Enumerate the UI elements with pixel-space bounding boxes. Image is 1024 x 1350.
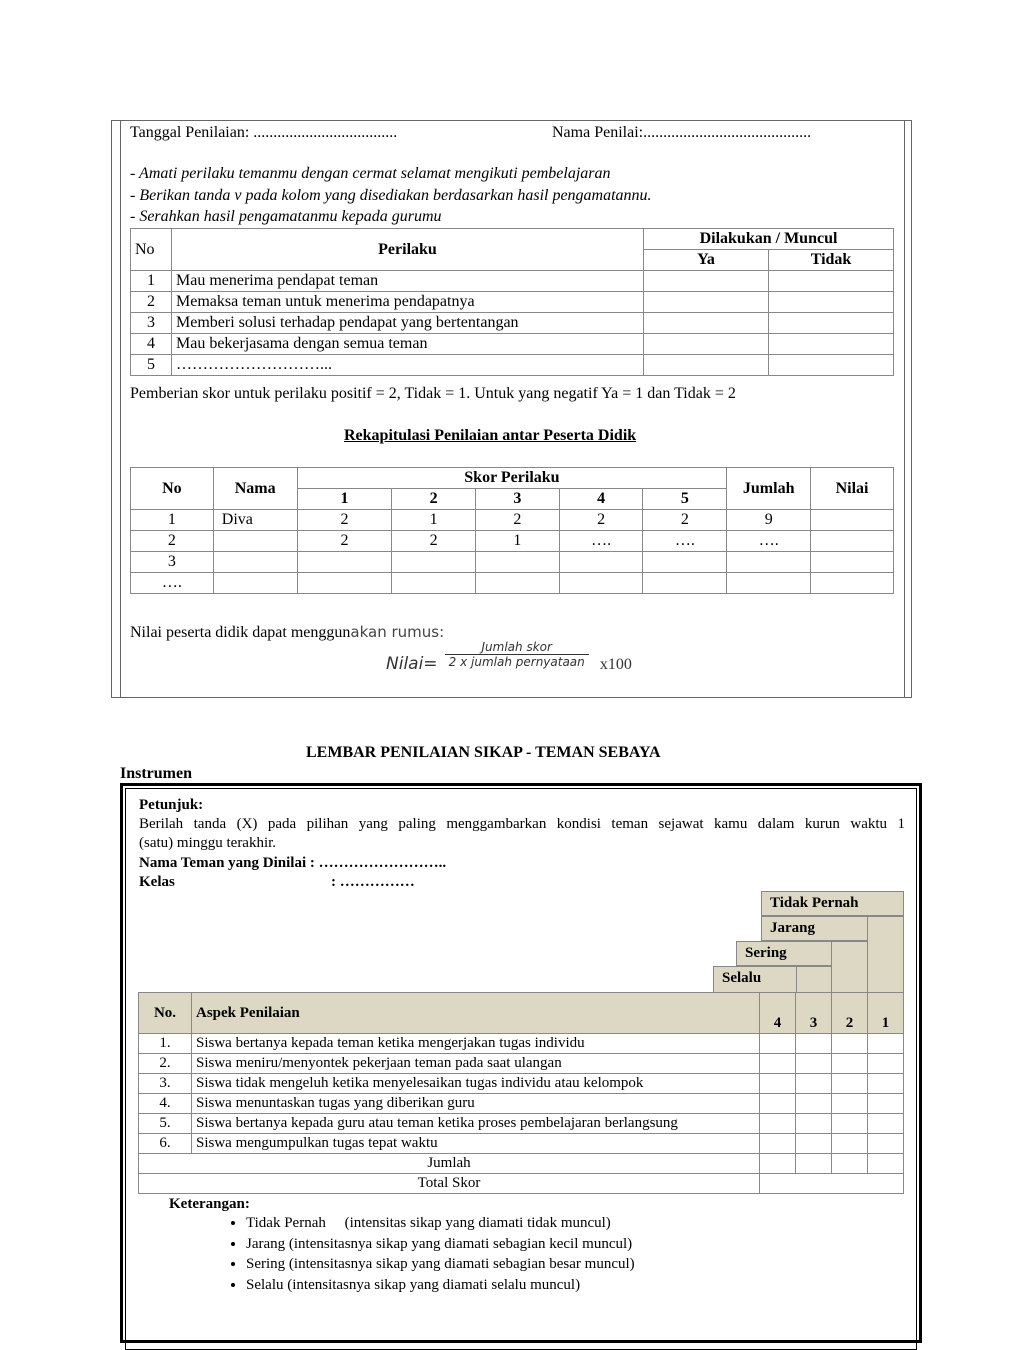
- tanggal-penilaian: Tanggal Penilaian: ....................................: [130, 124, 398, 141]
- jumlah-cell[interactable]: [760, 1154, 796, 1174]
- scale-col-1: [867, 916, 904, 993]
- rekap-nama[interactable]: [213, 573, 297, 594]
- score-cell[interactable]: [760, 1134, 796, 1154]
- jumlah-row: [139, 1154, 904, 1174]
- rekap-nama[interactable]: [213, 552, 297, 573]
- rekap-nilai[interactable]: [811, 510, 894, 531]
- jumlah-cell[interactable]: [832, 1154, 868, 1174]
- nilai-text-part1: Nilai peserta didik dapat menggun: [130, 624, 351, 641]
- rekap-s2[interactable]: [392, 573, 476, 594]
- score-cell[interactable]: [796, 1054, 832, 1074]
- cell-tidak[interactable]: [769, 271, 894, 292]
- score-cell[interactable]: [868, 1074, 904, 1094]
- rekap-nilai[interactable]: [811, 573, 894, 594]
- cell-tidak[interactable]: [769, 334, 894, 355]
- score-col-3: 3: [796, 993, 832, 1034]
- score-cell[interactable]: [868, 1134, 904, 1154]
- list-item: • Tidak Pernah (intensitas sikap yang diamati tidak muncul): [246, 1213, 635, 1234]
- nilai-text-part2: akan rumus:: [350, 623, 445, 641]
- score-cell[interactable]: [832, 1134, 868, 1154]
- scale-selalu: Selalu: [713, 966, 797, 993]
- rekap-s5: ….: [643, 531, 727, 552]
- instruction-1: - Amati perilaku temanmu dengan cermat selamat mengikuti pembelajaran: [130, 165, 611, 182]
- instruction-3: - Serahkan hasil pengamatanmu kepada gurumu: [130, 208, 442, 225]
- petunjuk-text-2: (satu) minggu terakhir.: [139, 835, 277, 851]
- aspect-text: Siswa meniru/menyontek pekerjaan teman pada saat ulangan: [192, 1054, 760, 1074]
- score-cell[interactable]: [796, 1134, 832, 1154]
- jumlah-cell[interactable]: [796, 1154, 832, 1174]
- score-cell[interactable]: [868, 1094, 904, 1114]
- kelas-value: : ……………: [331, 874, 415, 890]
- nama-penilai: Nama Penilai:..........................................: [552, 124, 812, 141]
- rekap-s3[interactable]: [476, 573, 560, 594]
- score-cell[interactable]: [760, 1114, 796, 1134]
- behavior-table: [130, 228, 894, 376]
- row-perilaku: ………………………...: [172, 355, 644, 376]
- formula-denominator: 2 x jumlah pernyataan: [448, 655, 585, 669]
- row-perilaku: Memaksa teman untuk menerima pendapatnya: [172, 292, 644, 313]
- table-row: [131, 510, 894, 531]
- formula-fraction: [445, 640, 589, 669]
- aspect-no: 2.: [139, 1054, 192, 1074]
- rekap-s2[interactable]: [392, 552, 476, 573]
- rekap-col-jumlah: Jumlah: [727, 468, 811, 510]
- rekap-s1: 2: [297, 510, 392, 531]
- aspect-text: Siswa bertanya kepada teman ketika mengerjakan tugas individu: [192, 1034, 760, 1054]
- rekap-col-skor: Skor Perilaku: [297, 468, 727, 489]
- scale-col-3: [796, 966, 832, 993]
- score-cell[interactable]: [796, 1034, 832, 1054]
- cell-ya[interactable]: [644, 334, 769, 355]
- formula-numerator: Jumlah skor: [445, 640, 589, 655]
- score-cell[interactable]: [796, 1094, 832, 1114]
- table-row: [139, 1134, 904, 1154]
- table-row: [131, 271, 894, 292]
- row-perilaku: Memberi solusi terhadap pendapat yang bertentangan: [172, 313, 644, 334]
- row-no: 1: [131, 271, 172, 292]
- rekap-nilai[interactable]: [811, 552, 894, 573]
- petunjuk-label: Petunjuk:: [139, 797, 204, 813]
- col-perilaku-header: Perilaku: [172, 229, 644, 271]
- aspect-col-aspek: Aspek Penilaian: [192, 993, 760, 1034]
- total-row: [139, 1174, 904, 1194]
- cell-ya[interactable]: [644, 355, 769, 376]
- skor-note: Pemberian skor untuk perilaku positif = 2, Tidak = 1. Untuk yang negatif Ya = 1 dan Tidak = 2: [130, 385, 736, 402]
- table-row: [131, 313, 894, 334]
- cell-ya[interactable]: [644, 292, 769, 313]
- rekap-table: [130, 467, 894, 594]
- rekap-no: 1: [131, 510, 214, 531]
- score-cell[interactable]: [832, 1114, 868, 1134]
- formula-multiplier: x100: [599, 656, 632, 673]
- rekap-col-no: No: [131, 468, 214, 510]
- rekap-jumlah[interactable]: [727, 573, 811, 594]
- assessment-frame: [111, 120, 912, 698]
- score-cell[interactable]: [868, 1114, 904, 1134]
- row-no: 4: [131, 334, 172, 355]
- aspect-text: Siswa bertanya kepada guru atau teman ketika proses pembelajaran berlangsung: [192, 1114, 760, 1134]
- rekap-no: ….: [131, 573, 214, 594]
- aspect-no: 5.: [139, 1114, 192, 1134]
- scale-jarang: Jarang: [761, 916, 868, 941]
- score-cell[interactable]: [832, 1094, 868, 1114]
- aspect-no: 4.: [139, 1094, 192, 1114]
- instruction-2: - Berikan tanda v pada kolom yang disediakan berdasarkan hasil pengamatannu.: [130, 187, 652, 204]
- table-row: [139, 1114, 904, 1134]
- rekap-nama: Diva: [213, 510, 297, 531]
- score-cell[interactable]: [760, 1074, 796, 1094]
- petunjuk-text-1: Berilah tanda (X) pada pilihan yang paling menggambarkan kondisi teman sejawat kamu dalam kurun waktu 1: [139, 816, 905, 832]
- instrumen-label: Instrumen: [120, 765, 193, 782]
- table-row: [139, 1074, 904, 1094]
- nama-teman: Nama Teman yang Dinilai : ……………………..: [139, 855, 447, 871]
- rekap-jumlah[interactable]: [727, 552, 811, 573]
- skor-col-4: 4: [559, 489, 643, 510]
- kelas-label: Kelas: [139, 874, 175, 890]
- rekap-s4: 2: [559, 510, 643, 531]
- rekap-s4: ….: [559, 531, 643, 552]
- list-item: • Selalu (intensitasnya sikap yang diamati selalu muncul): [246, 1275, 635, 1296]
- score-col-2: 2: [832, 993, 868, 1034]
- rekap-s1[interactable]: [297, 573, 392, 594]
- total-label: Total Skor: [139, 1174, 760, 1194]
- rekap-s1: 2: [297, 531, 392, 552]
- table-row: [139, 1054, 904, 1074]
- rekap-col-nilai: Nilai: [811, 468, 894, 510]
- scale-col-2: [831, 941, 868, 993]
- rekap-s5: 2: [643, 510, 727, 531]
- score-cell[interactable]: [760, 1094, 796, 1114]
- rekap-col-nama: Nama: [213, 468, 297, 510]
- keterangan-list: [226, 1213, 635, 1295]
- cell-ya[interactable]: [644, 271, 769, 292]
- aspect-table: [138, 992, 904, 1194]
- aspect-col-no: No.: [139, 993, 192, 1034]
- table-row: [131, 292, 894, 313]
- scale-tidak-pernah: Tidak Pernah: [761, 891, 904, 916]
- table-row: [139, 1094, 904, 1114]
- rekap-s2: 1: [392, 510, 476, 531]
- score-cell[interactable]: [868, 1054, 904, 1074]
- rekap-nama[interactable]: [213, 531, 297, 552]
- col-ya-header: Ya: [644, 250, 769, 271]
- jumlah-cell[interactable]: [868, 1154, 904, 1174]
- cell-ya[interactable]: [644, 313, 769, 334]
- list-item: • Jarang (intensitasnya sikap yang diamati sebagian kecil muncul): [246, 1234, 635, 1255]
- rekap-nilai[interactable]: [811, 531, 894, 552]
- table-row: [139, 1034, 904, 1054]
- skor-col-3: 3: [476, 489, 560, 510]
- score-cell[interactable]: [796, 1074, 832, 1094]
- skor-col-2: 2: [392, 489, 476, 510]
- rekap-jumlah: ….: [727, 531, 811, 552]
- rekap-s5[interactable]: [643, 573, 727, 594]
- score-cell[interactable]: [832, 1034, 868, 1054]
- score-cell[interactable]: [832, 1054, 868, 1074]
- row-no: 2: [131, 292, 172, 313]
- skor-col-1: 1: [297, 489, 392, 510]
- table-row: [131, 573, 894, 594]
- rekap-s3[interactable]: [476, 552, 560, 573]
- score-cell[interactable]: [796, 1114, 832, 1134]
- rekap-s2: 2: [392, 531, 476, 552]
- section2-title: LEMBAR PENILAIAN SIKAP - TEMAN SEBAYA: [306, 744, 661, 761]
- cell-tidak[interactable]: [769, 355, 894, 376]
- aspect-text: Siswa menuntaskan tugas yang diberikan guru: [192, 1094, 760, 1114]
- table-row: [131, 355, 894, 376]
- rekap-jumlah: 9: [727, 510, 811, 531]
- score-col-4: 4: [760, 993, 796, 1034]
- aspect-text: Siswa mengumpulkan tugas tepat waktu: [192, 1134, 760, 1154]
- formula-lhs: Nilai=: [386, 654, 438, 674]
- rekap-no: 3: [131, 552, 214, 573]
- aspect-no: 3.: [139, 1074, 192, 1094]
- row-no: 3: [131, 313, 172, 334]
- keterangan-label: Keterangan:: [169, 1196, 250, 1212]
- aspect-no: 6.: [139, 1134, 192, 1154]
- score-cell[interactable]: [760, 1054, 796, 1074]
- table-row: [131, 334, 894, 355]
- cell-tidak[interactable]: [769, 313, 894, 334]
- total-cell[interactable]: [760, 1174, 904, 1194]
- row-perilaku: Mau bekerjasama dengan semua teman: [172, 334, 644, 355]
- nilai-formula: [386, 640, 632, 674]
- rekap-s5[interactable]: [643, 552, 727, 573]
- jumlah-label: Jumlah: [139, 1154, 760, 1174]
- scale-sering: Sering: [736, 941, 832, 966]
- score-cell[interactable]: [832, 1074, 868, 1094]
- list-item: • Sering (intensitasnya sikap yang diamati sebagian besar muncul): [246, 1254, 635, 1275]
- cell-tidak[interactable]: [769, 292, 894, 313]
- col-dilakukan-header: Dilakukan / Muncul: [644, 229, 894, 250]
- rekap-s4[interactable]: [559, 552, 643, 573]
- score-cell[interactable]: [868, 1034, 904, 1054]
- aspect-no: 1.: [139, 1034, 192, 1054]
- score-cell[interactable]: [760, 1034, 796, 1054]
- rekap-no: 2: [131, 531, 214, 552]
- aspect-text: Siswa tidak mengeluh ketika menyelesaikan tugas individu atau kelompok: [192, 1074, 760, 1094]
- rekap-s3: 2: [476, 510, 560, 531]
- row-perilaku: Mau menerima pendapat teman: [172, 271, 644, 292]
- table-row: [131, 552, 894, 573]
- skor-col-5: 5: [643, 489, 727, 510]
- score-col-1: 1: [868, 993, 904, 1034]
- rekap-s3: 1: [476, 531, 560, 552]
- rekap-s1[interactable]: [297, 552, 392, 573]
- table-row: [131, 531, 894, 552]
- rekap-title: Rekapitulasi Penilaian antar Peserta Didik: [344, 427, 637, 444]
- col-tidak-header: Tidak: [769, 250, 894, 271]
- row-no: 5: [131, 355, 172, 376]
- col-no-header: No: [131, 229, 172, 271]
- rekap-s4[interactable]: [559, 573, 643, 594]
